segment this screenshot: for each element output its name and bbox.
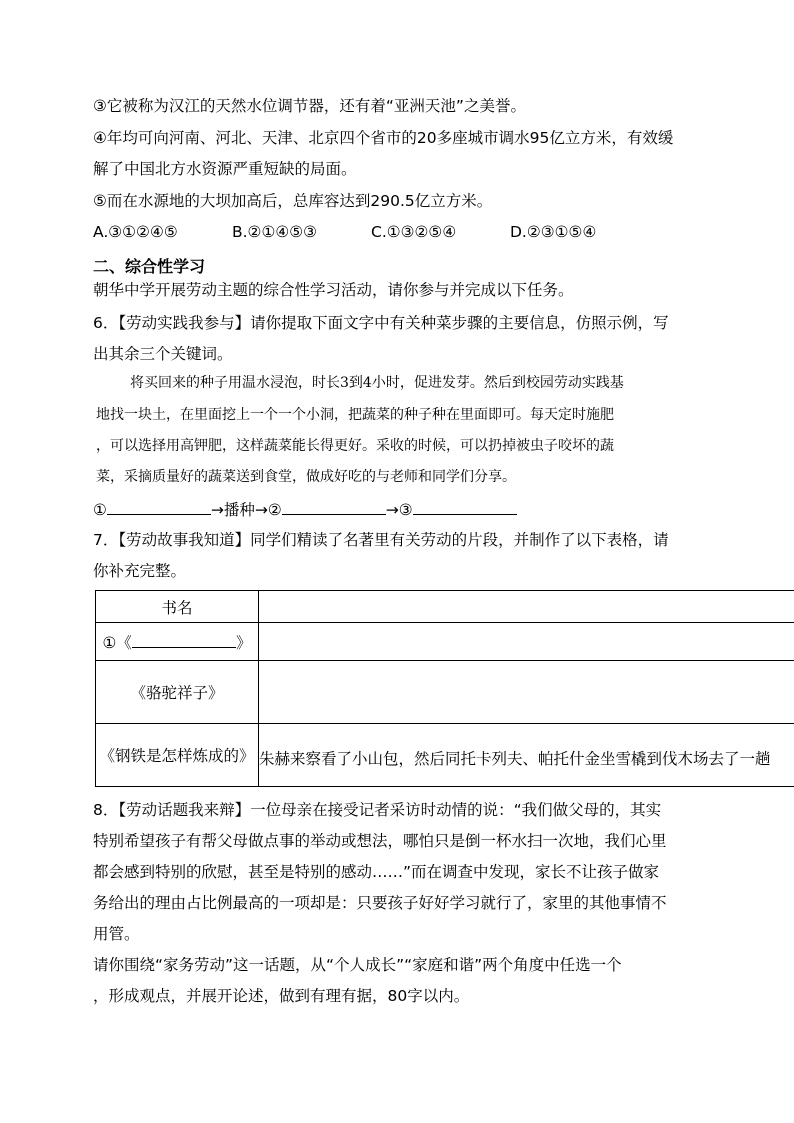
table-row xyxy=(96,724,794,787)
book-open-quote: ①《 xyxy=(102,633,132,652)
table-row xyxy=(96,661,794,724)
book-table xyxy=(95,590,794,787)
q8-line1: 8．【劳动话题我来辩】一位母亲在接受记者采访时动情的说：“我们做父母的，其实 xyxy=(93,801,662,819)
book-camel-xiangzi: 《骆驼祥子》 xyxy=(96,661,259,724)
row3-content: 朱赫来察看了小山包，然后同托卡列夫、帕托什金坐雪橇到伐木场去了一趟 xyxy=(259,724,794,787)
option-d[interactable]: D.②③①⑤④ xyxy=(510,223,597,241)
passage-line2: 地找一块土，在里面挖上一个一个小洞，把蔬菜的种子种在里面即可。每天定时施肥 xyxy=(96,407,614,423)
option-a[interactable]: A.③①②④⑤ xyxy=(93,223,178,241)
blank-2[interactable] xyxy=(282,498,386,515)
item-5: ⑤而在水源地的大坝加高后，总库容达到290.5亿立方米。 xyxy=(93,192,493,210)
q6-line2: 出其余三个关键词。 xyxy=(93,345,233,363)
book-blank-cell xyxy=(96,623,259,661)
item-4-line2: 解了中国北方水资源严重短缺的局面。 xyxy=(93,160,357,178)
row1-content-cell[interactable] xyxy=(259,623,794,661)
item-4-line1: ④年均可向河南、河北、天津、北京四个省市的20多座城市调水95亿立方米，有效缓 xyxy=(93,129,674,147)
arrow-3: →③ xyxy=(385,501,413,519)
blank-1[interactable] xyxy=(107,498,211,515)
row2-content-cell[interactable] xyxy=(259,661,794,724)
q6-line1: 6．【劳动实践我参与】请你提取下面文字中有关种菜步骤的主要信息，仿照示例，写 xyxy=(93,314,669,332)
book-steel: 《钢铁是怎样炼成的》 xyxy=(96,724,259,787)
header-book-name: 书名 xyxy=(96,591,259,623)
passage-line4: 菜，采摘质量好的蔬菜送到食堂，做成好吃的与老师和同学们分享。 xyxy=(96,469,516,485)
q8-line5: 用管。 xyxy=(93,925,140,943)
arrow-sowing: →播种→② xyxy=(210,501,282,519)
blank1-prefix: ① xyxy=(93,501,107,519)
q8-line3: 都会感到特别的欣慰，甚至是特别的感动……”而在调查中发现，家长不让孩子做家 xyxy=(93,863,660,881)
table-row xyxy=(96,623,794,661)
blank-3[interactable] xyxy=(413,498,517,515)
header-content-cell xyxy=(259,591,794,623)
option-b[interactable]: B.②①④⑤③ xyxy=(232,223,318,241)
option-c[interactable]: C.①③②⑤④ xyxy=(371,223,457,241)
item-3: ③它被称为汉江的天然水位调节器，还有着“亚洲天池”之美誉。 xyxy=(93,97,526,115)
book-close-quote: 》 xyxy=(235,633,252,652)
q8-line4: 务给出的理由占比例最高的一项却是：只要孩子好好学习就行了，家里的其他事情不 xyxy=(93,894,667,912)
q8-line7: ，形成观点，并展开论述，做到有理有据，80字以内。 xyxy=(93,987,470,1005)
section-title: 二、综合性学习 xyxy=(93,257,206,276)
q8-line6: 请你围绕“家务劳动”这一话题，从“个人成长”“家庭和谐”两个角度中任选一个 xyxy=(93,956,622,974)
q7-line1: 7．【劳动故事我知道】同学们精读了名著里有关劳动的片段，并制作了以下表格，请 xyxy=(93,531,669,549)
q7-line2: 你补充完整。 xyxy=(93,562,187,580)
passage-line3: ，可以选择用高钾肥，这样蔬菜能长得更好。采收的时候，可以扔掉被虫子咬坏的蔬 xyxy=(96,438,614,454)
book-name-blank[interactable] xyxy=(132,631,236,648)
passage-line1: 将买回来的种子用温水浸泡，时长3到4小时，促进发芽。然后到校园劳动实践基 xyxy=(130,375,624,391)
table-header-row xyxy=(96,591,794,623)
section-intro: 朝华中学开展劳动主题的综合性学习活动，请你参与并完成以下任务。 xyxy=(93,281,574,299)
q6-answer-line xyxy=(93,498,517,520)
q8-line2: 特别希望孩子有帮父母做点事的举动或想法，哪怕只是倒一杯水扫一次地，我们心里 xyxy=(93,832,667,850)
